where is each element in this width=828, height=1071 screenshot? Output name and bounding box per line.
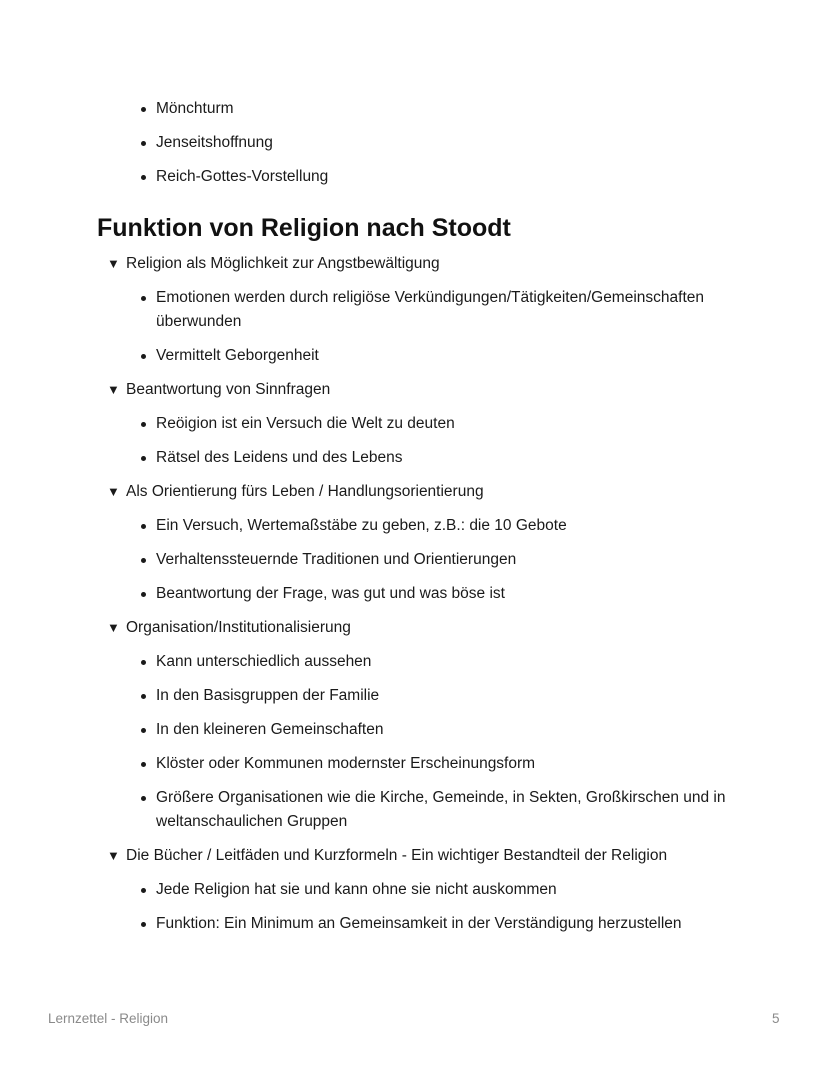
list-item: Mönchturm — [0, 97, 746, 121]
toggle-triangle-icon[interactable]: ▼ — [107, 620, 120, 635]
toggle-triangle-icon[interactable]: ▼ — [107, 848, 120, 863]
list-item: Funktion: Ein Minimum an Gemeinsamkeit in der Verständigung herzustellen — [0, 912, 746, 936]
toggle-header[interactable] — [0, 844, 746, 868]
toggle-title: Die Bücher / Leitfäden und Kurzformeln - Ein wichtiger Bestandteil der Religion — [126, 847, 668, 864]
toggle-block — [0, 252, 746, 368]
toggle-block — [0, 616, 746, 834]
toggle-header[interactable] — [0, 616, 746, 640]
list-item: Klöster oder Kommunen modernster Erscheinungsform — [0, 752, 746, 776]
list-item: Reöigion ist ein Versuch die Welt zu deuten — [0, 412, 746, 436]
section-heading: Funktion von Religion nach Stoodt — [97, 214, 511, 242]
list-item: Rätsel des Leidens und des Lebens — [0, 446, 746, 470]
list-item: Vermittelt Geborgenheit — [0, 344, 746, 368]
toggle-triangle-icon[interactable]: ▼ — [107, 256, 120, 271]
toggle-items — [0, 412, 746, 470]
toggle-title: Religion als Möglichkeit zur Angstbewältigung — [126, 255, 440, 272]
toggle-header[interactable] — [0, 252, 746, 276]
toggle-triangle-icon[interactable]: ▼ — [107, 382, 120, 397]
toggle-header[interactable] — [0, 480, 746, 504]
footer-page-number: 5 — [772, 1011, 780, 1026]
list-item: Verhaltenssteuernde Traditionen und Orientierungen — [0, 548, 746, 572]
top-bullet-list — [0, 97, 746, 199]
toggle-items — [0, 878, 746, 936]
list-item: Beantwortung der Frage, was gut und was böse ist — [0, 582, 746, 606]
toggle-list — [0, 252, 746, 946]
footer-document-title: Lernzettel - Religion — [48, 1011, 169, 1026]
toggle-block — [0, 378, 746, 470]
toggle-block — [0, 844, 746, 936]
list-item: Kann unterschiedlich aussehen — [0, 650, 746, 674]
toggle-title: Als Orientierung fürs Leben / Handlungsorientierung — [126, 483, 484, 500]
toggle-header[interactable] — [0, 378, 746, 402]
toggle-title: Organisation/Institutionalisierung — [126, 619, 351, 636]
toggle-items — [0, 514, 746, 606]
toggle-items — [0, 286, 746, 368]
toggle-triangle-icon[interactable]: ▼ — [107, 484, 120, 499]
toggle-items — [0, 650, 746, 834]
list-item: Größere Organisationen wie die Kirche, Gemeinde, in Sekten, Großkirschen und in weltanschaulichen Gruppen — [0, 786, 746, 834]
list-item: Emotionen werden durch religiöse Verkündigungen/Tätigkeiten/Gemeinschaften überwunden — [0, 286, 746, 334]
list-item: Ein Versuch, Wertemaßstäbe zu geben, z.B.: die 10 Gebote — [0, 514, 746, 538]
list-item: Reich-Gottes-Vorstellung — [0, 165, 746, 189]
list-item: In den Basisgruppen der Familie — [0, 684, 746, 708]
toggle-block — [0, 480, 746, 606]
list-item: Jede Religion hat sie und kann ohne sie nicht auskommen — [0, 878, 746, 902]
list-item: In den kleineren Gemeinschaften — [0, 718, 746, 742]
list-item: Jenseitshoffnung — [0, 131, 746, 155]
toggle-title: Beantwortung von Sinnfragen — [126, 381, 331, 398]
